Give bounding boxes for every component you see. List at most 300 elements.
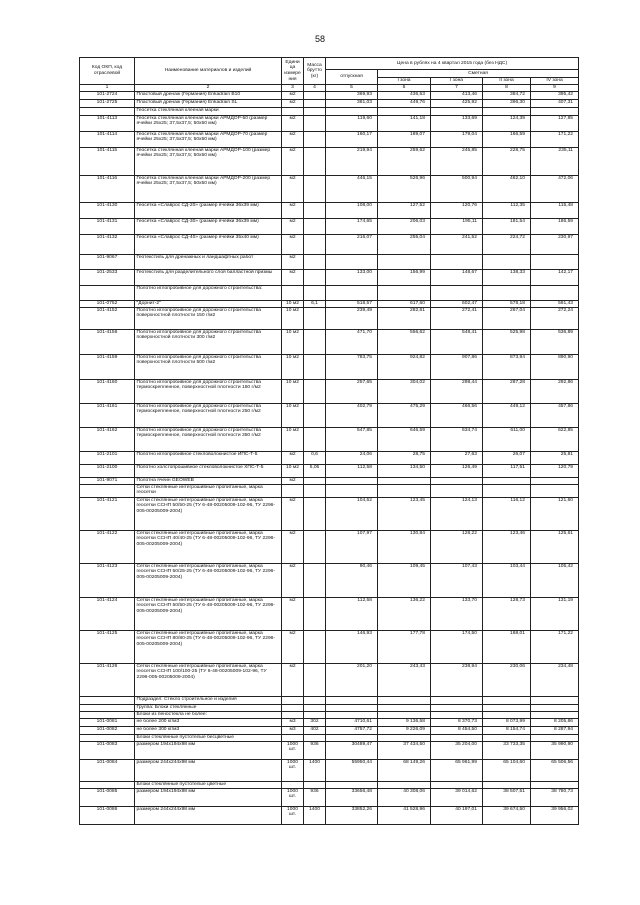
cell-zone-2: 449,12 [483,403,531,427]
cell-zone-1: 134,50 [378,464,431,477]
cell-zone-1: 206,03 [378,218,431,234]
cell-zone-4 [531,107,579,115]
cell-unit: м3 [282,726,304,734]
cell-zone-1: 37 434,50 [378,741,431,759]
cell-zone-1b: 120,76 [431,202,483,218]
cell-name: не более 300 кг/м3 [135,726,282,734]
cell-unit: м3 [282,718,304,726]
cell-unit: м2 [282,115,304,131]
cell-zone-1: 109,45 [378,563,431,597]
cell-unit [282,484,304,497]
cell-mass [304,403,326,427]
column-number-row [80,85,579,92]
cell-unit [282,107,304,115]
cell-mass [304,379,326,403]
cell-zone-2: 112,35 [483,202,531,218]
cell-name: Геосетка стеклянная клееная марки АРМДОР-100 (размер ячейки 25х25; 37,5х37,5; 50х50 мм) [135,147,282,175]
cell-unit: 10 м2 [282,354,304,379]
table-row [80,234,579,254]
cell-zone-2: 287,28 [483,379,531,403]
cell-zone-1b [431,704,483,711]
cell-wholesale: 104,52 [326,497,378,530]
cell-wholesale: 257,65 [326,379,378,403]
cell-zone-1 [378,285,431,300]
cell-zone-4: 622,85 [531,427,579,451]
cell-zone-2: 8 154,74 [483,726,531,734]
cell-unit: 10 м2 [282,379,304,403]
cell-mass: 402 [304,726,326,734]
cell-code [80,107,135,115]
cell-zone-1: 526,96 [378,175,431,202]
cell-code [80,704,135,711]
cell-zone-2 [483,107,531,115]
column-number: 4 [304,85,326,92]
cell-zone-4: 115,48 [531,202,579,218]
cell-wholesale: 216,07 [326,234,378,254]
cell-unit: м2 [282,131,304,147]
cell-zone-1: 556,62 [378,329,431,354]
cell-mass [304,99,326,107]
cell-name: Полотно иглопробивное для дорожного строительства поверхностной плотности 300 г/м2 [135,329,282,354]
cell-mass [304,427,326,451]
cell-zone-1: 243,43 [378,663,431,696]
cell-zone-4: 8 287,94 [531,726,579,734]
cell-wholesale: 381,03 [326,99,378,107]
column-number: 6 [378,85,431,92]
table-row [80,307,579,329]
cell-code: 101-4121 [80,497,135,530]
cell-name: размером 244х244х98 мм [135,806,282,824]
cell-zone-1 [378,254,431,269]
table-row [80,451,579,464]
cell-zone-1b [431,781,483,788]
cell-code: 101-4114 [80,131,135,147]
cell-name: Геотекстиль для дренажных и ландшафтных работ [135,254,282,269]
cell-code [80,696,135,704]
table-row [80,218,579,234]
cell-mass [304,254,326,269]
cell-unit: м2 [282,497,304,530]
cell-zone-4 [531,696,579,704]
cell-zone-1b: 8 370,73 [431,718,483,726]
header-code: Код ОКП, код отраслевой [80,58,135,85]
cell-zone-1: 255,04 [378,234,431,254]
cell-zone-1: 141,18 [378,115,431,131]
cell-mass [304,307,326,329]
cell-mass [304,530,326,563]
cell-zone-2: 103,44 [483,563,531,597]
cell-wholesale [326,254,378,269]
cell-mass [304,630,326,663]
cell-zone-4 [531,704,579,711]
cell-name: Геосетка «Славрос СД-20» (размер ячейки 36х39 мм) [135,202,282,218]
cell-zone-1 [378,696,431,704]
table-row [80,285,579,300]
cell-zone-2 [483,734,531,741]
cell-mass [304,285,326,300]
cell-wholesale: 24,06 [326,451,378,464]
cell-zone-2: 117,51 [483,464,531,477]
cell-code: 101-4152 [80,307,135,329]
column-number: 3 [282,85,304,92]
cell-unit [282,704,304,711]
table-row [80,741,579,759]
cell-code: 101-4126 [80,663,135,696]
cell-zone-4: 38 780,73 [531,788,579,806]
cell-unit [282,696,304,704]
table-row [80,630,579,663]
cell-zone-1: 304,02 [378,379,431,403]
cell-wholesale: 239,49 [326,307,378,329]
cell-unit: 10 м2 [282,329,304,354]
cell-code: 101-0082 [80,726,135,734]
table-row [80,781,579,788]
table-row [80,563,579,597]
cell-zone-1b: 128,22 [431,530,483,563]
cell-unit: 10 м2 [282,307,304,329]
cell-zone-1b: 107,43 [431,563,483,597]
cell-code: 101-4160 [80,379,135,403]
cell-zone-4: 292,86 [531,379,579,403]
cell-mass: 5,05 [304,464,326,477]
cell-wholesale [326,696,378,704]
cell-mass [304,734,326,741]
cell-zone-4 [531,477,579,484]
cell-wholesale: 201,20 [326,663,378,696]
cell-code: 101-4115 [80,147,135,175]
cell-zone-4: 121,60 [531,497,579,530]
cell-wholesale: 107,97 [326,530,378,563]
cell-zone-2: 525,98 [483,329,531,354]
cell-mass [304,484,326,497]
table-row [80,759,579,781]
cell-mass: 0,6 [304,451,326,464]
cell-name: Полотно иглопробивное стекловолокнистое ИПС-Т-5 [135,451,282,464]
cell-zone-4: 395,42 [531,91,579,99]
cell-code: 101-4123 [80,563,135,597]
cell-zone-1: 436,53 [378,91,431,99]
cell-wholesale: 446,15 [326,175,378,202]
cell-wholesale: 4710,61 [326,718,378,726]
cell-name: Блоки стеклянные пустотелые цветные [135,781,282,788]
cell-wholesale [326,107,378,115]
cell-name: Полотно иглопробивное для дорожного строительства термоскрепленное, поверхностной плотности 350 г/м2 [135,427,282,451]
cell-zone-1b: 148,67 [431,269,483,285]
cell-zone-1: 136,22 [378,597,431,630]
cell-zone-2 [483,781,531,788]
cell-unit: м2 [282,563,304,597]
cell-zone-2: 128,73 [483,597,531,630]
cell-zone-1 [378,477,431,484]
header-price-title: Цена в рублях на 4 квартал 2015 года (без НДС) [326,58,579,70]
cell-zone-1b: 124,13 [431,497,483,530]
cell-zone-2: 65 104,60 [483,759,531,781]
cell-zone-2: 116,12 [483,497,531,530]
cell-name: Геосетка стеклянная клееная марки АРМДОР-50 (размер ячейки 25х25; 37,5х37,5; 50х50 мм) [135,115,282,131]
cell-mass [304,663,326,696]
cell-wholesale [326,734,378,741]
cell-zone-4: 186,59 [531,218,579,234]
cell-unit: м2 [282,202,304,218]
cell-wholesale: 402,79 [326,403,378,427]
cell-mass: 1400 [304,806,326,824]
cell-name: Геосетка «Славрос СД-30» (размер ячейки 36х39 мм) [135,218,282,234]
cell-name: Сетки стеклянные интегрошивные пропитанные, марка геосетки ССНП 80/80-25 (ТУ 6-48-00205009-102-96, ТУ 2296-005-00205009-2004) [135,630,282,663]
cell-zone-1b [431,477,483,484]
table-row [80,464,579,477]
table-row [80,99,579,107]
cell-name: Геосетка «Славрос СД-40» (размер ячейки 35х40 мм) [135,234,282,254]
cell-zone-1b: 39 014,62 [431,788,483,806]
cell-mass [304,704,326,711]
cell-wholesale: 112,58 [326,464,378,477]
cell-zone-1b: 634,74 [431,427,483,451]
cell-zone-1b: 195,11 [431,218,483,234]
cell-zone-1b: 27,63 [431,451,483,464]
cell-wholesale: 55950,44 [326,759,378,781]
column-number: 9 [531,85,579,92]
cell-zone-1b: 238,94 [431,663,483,696]
cell-zone-1 [378,704,431,711]
cell-mass [304,202,326,218]
cell-code: 101-4130 [80,202,135,218]
cell-zone-4: 407,31 [531,99,579,107]
cell-name: Группа: Блоки стеклянные [135,704,282,711]
cell-code: 101-0086 [80,806,135,824]
cell-zone-4: 131,19 [531,597,579,630]
cell-zone-1b: 133,70 [431,597,483,630]
header-wholesale: отпускная [326,70,378,85]
cell-zone-4: 171,22 [531,630,579,663]
cell-name: Сетки стеклянные интегрошивные пропитанные, марка геосетки [135,484,282,497]
cell-mass [304,597,326,630]
cell-code: 101-4132 [80,234,135,254]
cell-code: 101-4131 [80,218,135,234]
cell-zone-2: 166,59 [483,131,531,147]
table-row [80,497,579,530]
header-estimate: Сметная [378,70,579,78]
cell-code: 101-0081 [80,718,135,726]
cell-zone-1: 68 149,26 [378,759,431,781]
cell-unit: м2 [282,99,304,107]
cell-zone-1b [431,711,483,718]
cell-wholesale: 112,58 [326,597,378,630]
cell-zone-1 [378,107,431,115]
cell-code [80,711,135,718]
cell-mass [304,269,326,285]
cell-wholesale [326,711,378,718]
cell-zone-1: 282,61 [378,307,431,329]
cell-unit: м2 [282,269,304,285]
cell-mass [304,329,326,354]
cell-unit: м2 [282,254,304,269]
header-mass: Масса брутто (кг) [304,58,326,85]
table-row [80,477,579,484]
cell-zone-1b: 174,50 [431,630,483,663]
cell-zone-2 [483,704,531,711]
cell-zone-4: 39 956,02 [531,806,579,824]
cell-zone-1: 449,76 [378,99,431,107]
cell-code: 101-4125 [80,630,135,663]
cell-zone-2: 873,94 [483,354,531,379]
cell-zone-2: 124,39 [483,115,531,131]
table-row [80,704,579,711]
cell-zone-1b: 245,85 [431,147,483,175]
cell-zone-2 [483,285,531,300]
header-unit: Едини ца измере ния [282,58,304,85]
cell-unit: м2 [282,91,304,99]
table-row [80,806,579,824]
cell-zone-1b: 500,94 [431,175,483,202]
cell-zone-2: 181,54 [483,218,531,234]
table-row [80,300,579,307]
cell-zone-4: 125,61 [531,530,579,563]
cell-unit: 10 м2 [282,403,304,427]
table-row [80,107,579,115]
cell-zone-2 [483,696,531,704]
cell-zone-1: 475,29 [378,403,431,427]
cell-mass [304,696,326,704]
table-row [80,254,579,269]
cell-zone-2: 8 073,99 [483,718,531,726]
cell-wholesale: 4757,72 [326,726,378,734]
cell-zone-4: 457,86 [531,403,579,427]
cell-mass [304,497,326,530]
cell-zone-1b: 179,04 [431,131,483,147]
cell-zone-1b: 126,49 [431,464,483,477]
cell-unit: м2 [282,451,304,464]
cell-zone-2: 578,18 [483,300,531,307]
table-row [80,329,579,354]
cell-zone-1b: 425,92 [431,99,483,107]
cell-wholesale: 518,57 [326,300,378,307]
cell-wholesale: 219,94 [326,147,378,175]
cell-wholesale: 33852,26 [326,806,378,824]
table-row [80,663,579,696]
header-name: Наименование материалов и изделий [135,58,282,85]
cell-mass [304,107,326,115]
header-zone: I зона [431,78,483,85]
cell-zone-1: 617,60 [378,300,431,307]
cell-mass: 936 [304,788,326,806]
cell-wholesale: 33656,48 [326,788,378,806]
cell-zone-4: 591,43 [531,300,579,307]
cell-unit: 10 м2 [282,427,304,451]
table-row [80,711,579,718]
cell-wholesale: 30489,47 [326,741,378,759]
cell-zone-1b [431,285,483,300]
cell-zone-2 [483,477,531,484]
table-row [80,530,579,563]
cell-wholesale: 783,75 [326,354,378,379]
table-row [80,403,579,427]
cell-zone-2 [483,711,531,718]
cell-zone-2: 228,75 [483,147,531,175]
cell-unit [282,285,304,300]
cell-zone-1b: 466,56 [431,403,483,427]
cell-zone-1: 123,45 [378,497,431,530]
cell-zone-2: 224,72 [483,234,531,254]
cell-name: Полотно иглопробивное для дорожного строительства термоскрепленное, поверхностной плотности 250 г/м2 [135,403,282,427]
cell-name: Полотно холстопрошивное стекловолокнистое ХПС-Т-5 [135,464,282,477]
cell-zone-4: 234,48 [531,663,579,696]
cell-zone-1b [431,254,483,269]
page-number: 58 [314,34,325,44]
table-row [80,354,579,379]
cell-unit: м2 [282,477,304,484]
cell-mass [304,354,326,379]
cell-zone-2: 462,10 [483,175,531,202]
cell-zone-2: 611,00 [483,427,531,451]
cell-name: Полотно иглопробивное для дорожного строительства: [135,285,282,300]
cell-zone-2 [483,484,531,497]
table-row [80,91,579,99]
cell-mass [304,563,326,597]
cell-zone-1b: 65 961,99 [431,759,483,781]
cell-name: Пластовый дренаж (Германия) Enkadrain SL [135,99,282,107]
header-zone: IV зона [531,78,579,85]
header-row [80,58,579,70]
cell-name: Блоки из пеностекла не более: [135,711,282,718]
cell-name: Полотно иглопробивное для дорожного строительства поверхностной плотности 500 г/м2 [135,354,282,379]
table-row [80,597,579,630]
cell-unit: 1000 шт. [282,806,304,824]
cell-zone-1b [431,484,483,497]
header-zone: II зона [483,78,531,85]
cell-zone-1b: 907,86 [431,354,483,379]
cell-zone-1 [378,711,431,718]
cell-name: Геотекстиль для разделительного слоя балластной призмы [135,269,282,285]
cell-code [80,781,135,788]
cell-code: 101-4162 [80,427,135,451]
cell-zone-2: 384,72 [483,91,531,99]
price-table [79,57,579,825]
cell-code: 101-0083 [80,741,135,759]
cell-zone-1b: 40 197,01 [431,806,483,824]
cell-code [80,484,135,497]
cell-code: 101-0085 [80,788,135,806]
cell-zone-1b [431,734,483,741]
cell-zone-4 [531,734,579,741]
cell-zone-2: 168,01 [483,630,531,663]
cell-zone-2: 26,07 [483,451,531,464]
cell-zone-4 [531,285,579,300]
cell-wholesale: 133,00 [326,269,378,285]
cell-zone-4: 142,17 [531,269,579,285]
cell-name: Полотна ячеин GEOWEB [135,477,282,484]
cell-unit: 10 м2 [282,300,304,307]
cell-zone-4: 25,81 [531,451,579,464]
cell-code: 101-4159 [80,354,135,379]
cell-zone-2 [483,254,531,269]
cell-wholesale: 471,70 [326,329,378,354]
table-row [80,726,579,734]
cell-name: Геосетка стеклянная клееная марки [135,107,282,115]
cell-name: Сетки стеклянные интегрошивные пропитанные, марка геосетки ССНП 50/25-25 (ТУ 6-48-00205009-102-96, ТУ 2296-005-00205009-2004) [135,563,282,597]
cell-zone-4: 890,90 [531,354,579,379]
cell-zone-4: 472,06 [531,175,579,202]
cell-wholesale: 160,17 [326,131,378,147]
cell-zone-2: 230,06 [483,663,531,696]
cell-zone-4: 536,89 [531,329,579,354]
cell-wholesale: 369,93 [326,91,378,99]
cell-zone-1: 9 226,09 [378,726,431,734]
table-row [80,696,579,704]
cell-code: 101-2724 [80,91,135,99]
cell-unit [282,781,304,788]
table-row [80,718,579,726]
cell-name: Сетки стеклянные интегрошивные пропитанные, марка геосетки ССНП 50/50-25 (ТУ 6-48-00205009-102-96, ТУ 2296-005-00205009-2004) [135,497,282,530]
